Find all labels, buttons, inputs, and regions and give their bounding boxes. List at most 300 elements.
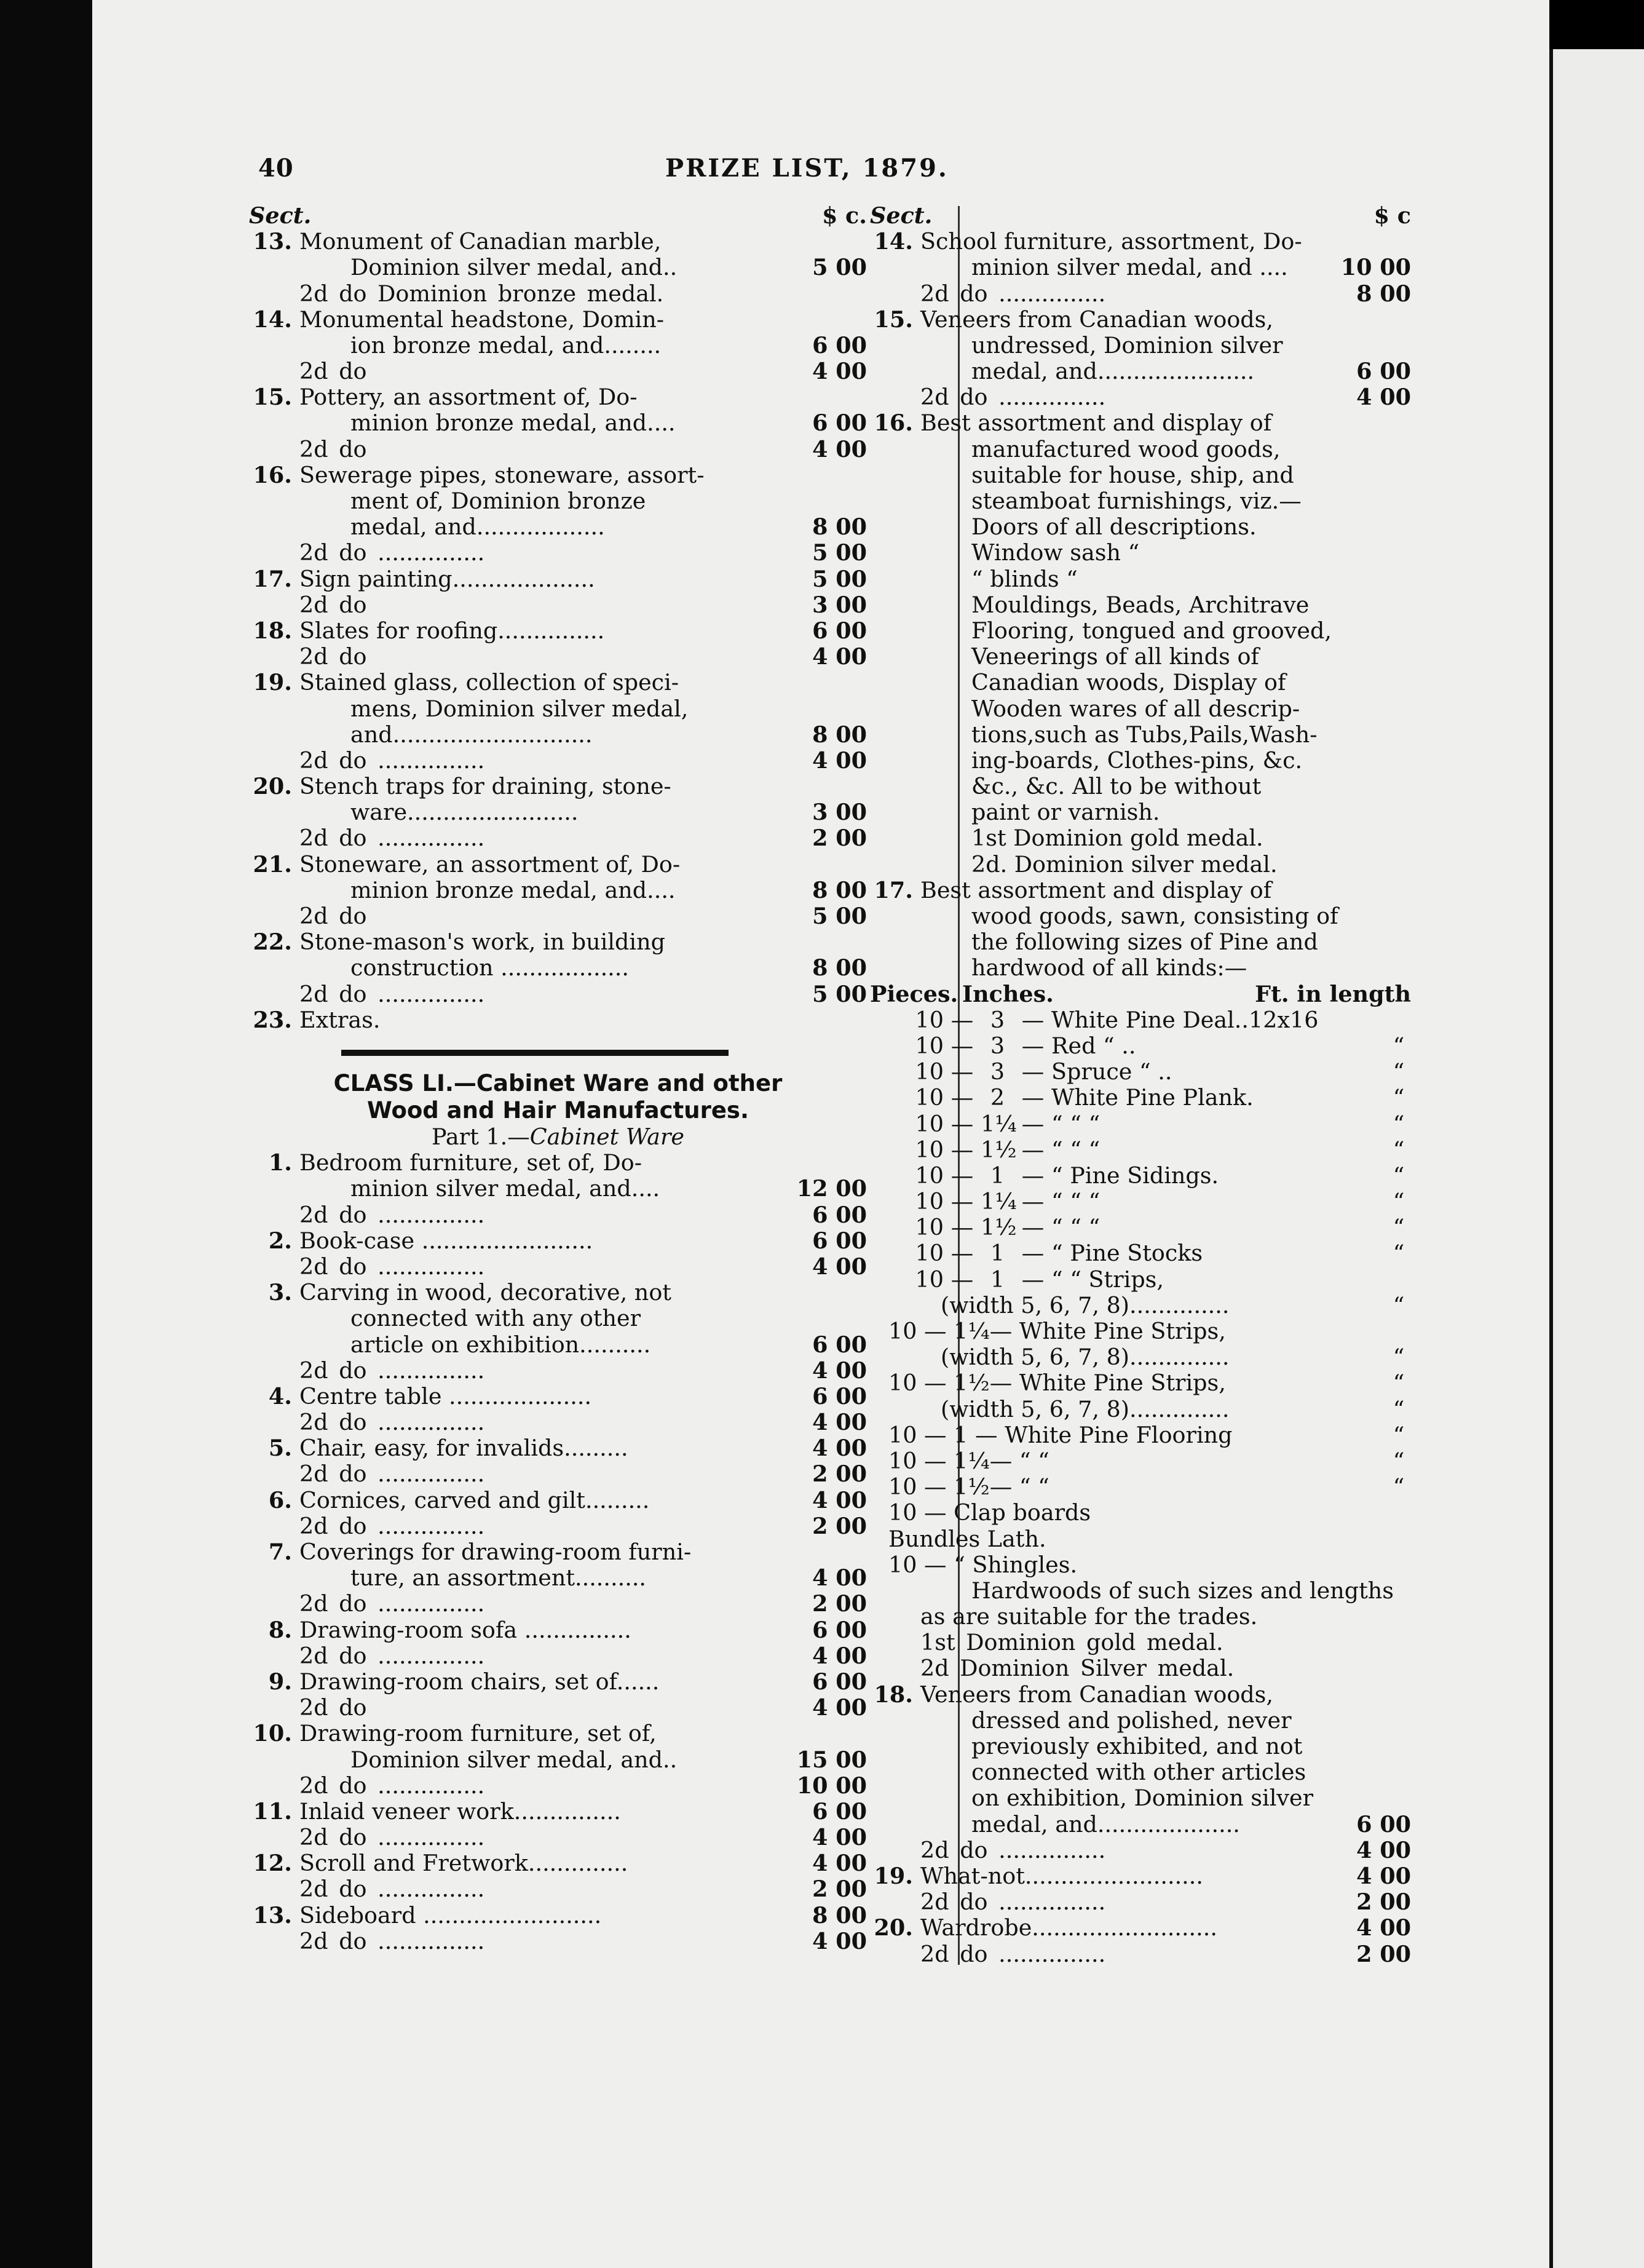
entry-amount: 2 00 bbox=[1356, 1940, 1411, 1967]
entry-row bbox=[249, 644, 867, 670]
entry-row bbox=[249, 852, 867, 878]
entry-amount: 6 00 bbox=[1356, 1810, 1411, 1838]
entry-text: Veneerings of all kinds of bbox=[971, 643, 1259, 670]
entry-row bbox=[249, 1150, 867, 1176]
entry-amount: 4 00 bbox=[812, 1253, 867, 1280]
entry-amount: 2 00 bbox=[812, 825, 867, 852]
entry-list bbox=[870, 229, 1411, 981]
entry-row bbox=[249, 1228, 867, 1254]
entry-amount: 8 00 bbox=[812, 721, 867, 748]
lumber-row bbox=[870, 1318, 1411, 1344]
entry-text: Book-case ........................ bbox=[299, 1227, 593, 1254]
entry-text: Stained glass, collection of speci- bbox=[299, 669, 679, 696]
entry-row bbox=[249, 1176, 867, 1202]
entry-amount: 5 00 bbox=[812, 565, 867, 592]
entry-row bbox=[249, 1903, 867, 1929]
entry-row bbox=[870, 333, 1411, 359]
lumber-row bbox=[870, 1241, 1411, 1267]
entry-row bbox=[870, 878, 1411, 903]
entry-text: Stone-mason's work, in building bbox=[299, 929, 665, 956]
entry-amount: 6 00 bbox=[812, 410, 867, 437]
entry-number: 17. bbox=[253, 565, 292, 592]
entry-number: 19. bbox=[874, 1862, 913, 1889]
entry-text: minion silver medal, and .... bbox=[971, 254, 1288, 281]
entry-text: Scroll and Fretwork.............. bbox=[299, 1850, 628, 1877]
lumber-row bbox=[870, 1111, 1411, 1137]
lumber-text: (width 5, 6, 7, 8).............. bbox=[941, 1344, 1230, 1371]
lumber-pieces: 10 bbox=[915, 1084, 944, 1111]
entry-text: connected with any other bbox=[350, 1305, 641, 1332]
entry-amount: 8 00 bbox=[812, 513, 867, 541]
entry-number: 7. bbox=[268, 1539, 292, 1565]
entry-text: 2d do ............... bbox=[299, 980, 485, 1007]
lumber-row bbox=[870, 1267, 1411, 1293]
entry-text: minion silver medal, and.... bbox=[350, 1175, 660, 1202]
lumber-pieces: 10 bbox=[915, 1006, 944, 1033]
entry-text: Pottery, an assortment of, Do- bbox=[299, 384, 638, 411]
entry-row bbox=[870, 1630, 1411, 1655]
length-label: Ft. in length bbox=[1255, 980, 1411, 1007]
entry-amount: 6 00 bbox=[812, 1668, 867, 1695]
lumber-table-header bbox=[870, 981, 1411, 1007]
entry-row bbox=[870, 514, 1411, 540]
facing-page-edge bbox=[1549, 49, 1644, 2268]
entry-row bbox=[249, 566, 867, 592]
lumber-text: 10 — “ Shingles. bbox=[888, 1551, 1078, 1578]
lumber-inches: 1¼ bbox=[981, 1110, 1017, 1137]
entry-text: 2d do Dominion bronze medal. bbox=[299, 280, 664, 307]
entry-text: 2d do bbox=[299, 435, 367, 462]
entry-text: Best assortment and display of bbox=[920, 410, 1272, 437]
entry-text: the following sizes of Pine and bbox=[971, 929, 1318, 956]
lumber-table bbox=[870, 1007, 1411, 1293]
entry-number: 16. bbox=[253, 461, 292, 488]
entry-text: ing-boards, Clothes-pins, &c. bbox=[971, 747, 1303, 774]
entry-text: medal, and.................... bbox=[971, 1810, 1240, 1838]
entry-text: and............................ bbox=[350, 721, 593, 748]
entry-text: Wardrobe.......................... bbox=[920, 1914, 1217, 1941]
entry-row bbox=[249, 281, 867, 307]
entry-row bbox=[249, 411, 867, 437]
entry-row bbox=[249, 1565, 867, 1591]
entry-text: 2d. Dominion silver medal. bbox=[971, 850, 1278, 878]
entry-row bbox=[249, 1643, 867, 1669]
entry-row bbox=[870, 1708, 1411, 1734]
entry-text: ware........................ bbox=[350, 799, 579, 826]
entry-row bbox=[870, 774, 1411, 799]
entry-row bbox=[870, 929, 1411, 955]
entry-text: 2d do ............... bbox=[299, 1772, 485, 1799]
entry-number: 14. bbox=[874, 228, 913, 255]
entry-amount: 4 00 bbox=[812, 1435, 867, 1462]
entry-amount: 3 00 bbox=[812, 591, 867, 618]
lumber-description: “ “ “ bbox=[1051, 1214, 1101, 1241]
entry-text: 2d do ............... bbox=[920, 280, 1106, 307]
entry-amount: 6 00 bbox=[812, 617, 867, 644]
entry-row bbox=[870, 307, 1411, 333]
ditto-mark: “ bbox=[1393, 1344, 1405, 1371]
entry-text: Stoneware, an assortment of, Do- bbox=[299, 850, 681, 878]
entry-text: dressed and polished, never bbox=[971, 1707, 1292, 1734]
entry-row bbox=[870, 229, 1411, 255]
dash: — bbox=[950, 1058, 974, 1085]
entry-text: wood goods, sawn, consisting of bbox=[971, 903, 1338, 930]
entry-number: 13. bbox=[253, 1901, 292, 1929]
dash: — bbox=[1021, 1188, 1045, 1215]
entry-row bbox=[249, 1825, 867, 1850]
lumber-row bbox=[870, 1085, 1411, 1111]
class-heading-line: Wood and Hair Manufactures. bbox=[366, 1097, 749, 1124]
entry-text: 2d do ............... bbox=[920, 1940, 1106, 1967]
entry-text: on exhibition, Dominion silver bbox=[971, 1785, 1314, 1812]
page-number: 40 bbox=[258, 154, 294, 183]
entry-text: 1st Dominion gold medal. bbox=[971, 825, 1263, 852]
lumber-text: 10 — 1¼— White Pine Strips, bbox=[888, 1318, 1226, 1345]
entry-row bbox=[870, 488, 1411, 514]
entry-amount: 4 00 bbox=[812, 1486, 867, 1513]
entry-row bbox=[249, 255, 867, 280]
entry-text: 2d do ............... bbox=[299, 1409, 485, 1436]
entry-amount: 4 00 bbox=[812, 1564, 867, 1592]
entry-text: &c., &c. All to be without bbox=[971, 773, 1262, 800]
entry-text: Carving in wood, decorative, not bbox=[299, 1279, 671, 1306]
entry-text: 2d do ............... bbox=[299, 1253, 485, 1280]
dash: — bbox=[1021, 1110, 1045, 1137]
entry-text: Flooring, tongued and grooved, bbox=[971, 617, 1332, 644]
entry-row bbox=[870, 1604, 1411, 1630]
ditto-mark: “ bbox=[1393, 1110, 1405, 1137]
entry-row bbox=[870, 1578, 1411, 1604]
entry-row bbox=[870, 644, 1411, 670]
dash: — bbox=[950, 1110, 974, 1137]
entry-row bbox=[249, 1876, 867, 1902]
entry-text: Drawing-room chairs, set of...... bbox=[299, 1668, 660, 1695]
lumber-row bbox=[870, 1007, 1411, 1033]
entry-row bbox=[249, 722, 867, 748]
lumber-description: White Pine Plank. bbox=[1051, 1084, 1254, 1111]
entry-row bbox=[870, 462, 1411, 488]
entry-text: Extras. bbox=[299, 1006, 381, 1033]
entry-text: Sewerage pipes, stoneware, assort- bbox=[299, 461, 705, 488]
dash: — bbox=[1021, 1214, 1045, 1241]
lumber-pieces: 10 bbox=[915, 1136, 944, 1163]
entry-text: 2d Dominion Silver medal. bbox=[920, 1655, 1235, 1682]
entry-amount: 4 00 bbox=[812, 1927, 867, 1954]
entry-row bbox=[870, 903, 1411, 929]
entry-row bbox=[870, 1785, 1411, 1811]
entry-row bbox=[870, 826, 1411, 852]
entry-text: 2d do ............... bbox=[299, 1642, 485, 1669]
entry-text: ion bronze medal, and........ bbox=[350, 331, 662, 359]
entry-text: tions,such as Tubs,Pails,Wash- bbox=[971, 721, 1318, 748]
entry-row bbox=[870, 359, 1411, 384]
class-heading bbox=[249, 1070, 867, 1124]
lumber-row bbox=[870, 1137, 1411, 1163]
entry-row bbox=[870, 540, 1411, 566]
lumber-text: (width 5, 6, 7, 8).............. bbox=[941, 1395, 1230, 1422]
entry-text: School furniture, assortment, Do- bbox=[920, 228, 1302, 255]
entry-text: Slates for roofing............... bbox=[299, 617, 605, 644]
entry-text: Window sash “ bbox=[971, 539, 1140, 566]
lumber-row bbox=[870, 1397, 1411, 1422]
entry-amount: 5 00 bbox=[812, 539, 867, 566]
entry-row bbox=[249, 592, 867, 618]
entry-amount: 8 00 bbox=[1356, 280, 1411, 307]
entry-row bbox=[249, 1410, 867, 1435]
entry-row bbox=[249, 955, 867, 981]
entry-row bbox=[249, 384, 867, 410]
lumber-description: White Pine Deal..12x16 bbox=[1051, 1006, 1319, 1033]
dash: — bbox=[1021, 1136, 1045, 1163]
dash: — bbox=[1021, 1006, 1045, 1033]
entry-row bbox=[249, 514, 867, 540]
dash: — bbox=[1021, 1058, 1045, 1085]
entry-row bbox=[249, 1488, 867, 1513]
entry-row bbox=[249, 1332, 867, 1358]
entry-text: hardwood of all kinds:— bbox=[971, 954, 1247, 981]
inches-label: Inches. bbox=[962, 980, 1054, 1007]
lumber-description: “ “ “ bbox=[1051, 1110, 1101, 1137]
entry-row bbox=[249, 1306, 867, 1331]
entry-number: 10. bbox=[253, 1720, 292, 1747]
ditto-mark: “ bbox=[1393, 1291, 1405, 1318]
entry-amount: 5 00 bbox=[812, 980, 867, 1007]
section-rule bbox=[249, 1048, 867, 1058]
entry-amount: 4 00 bbox=[1356, 1862, 1411, 1889]
entry-text: Monument of Canadian marble, bbox=[299, 228, 662, 255]
lumber-inches: 1 bbox=[990, 1240, 1005, 1267]
entry-number: 16. bbox=[874, 410, 913, 437]
entry-text: 2d do ............... bbox=[299, 1824, 485, 1851]
entry-row bbox=[249, 359, 867, 384]
entry-text: 2d do ............... bbox=[920, 1889, 1106, 1916]
entry-text: 2d do bbox=[299, 358, 367, 385]
entry-row bbox=[249, 1929, 867, 1954]
entry-row bbox=[249, 488, 867, 514]
entry-number: 18. bbox=[874, 1681, 913, 1708]
entry-text: Dominion silver medal, and.. bbox=[350, 1746, 678, 1773]
lumber-row bbox=[870, 1552, 1411, 1578]
entry-amount: 15 00 bbox=[796, 1746, 867, 1773]
entry-amount: 4 00 bbox=[1356, 1914, 1411, 1941]
entry-number: 4. bbox=[268, 1382, 292, 1410]
entry-amount: 4 00 bbox=[812, 1409, 867, 1436]
dash: — bbox=[1021, 1032, 1045, 1059]
entry-row bbox=[249, 1254, 867, 1280]
entry-text: Bedroom furniture, set of, Do- bbox=[299, 1149, 642, 1176]
entry-amount: 4 00 bbox=[812, 747, 867, 774]
entry-row bbox=[870, 255, 1411, 280]
ditto-mark: “ bbox=[1393, 1447, 1405, 1474]
lumber-text: 10 — Clap boards bbox=[888, 1499, 1091, 1526]
entry-row bbox=[249, 333, 867, 359]
dash: — bbox=[950, 1240, 974, 1267]
entry-row bbox=[870, 1759, 1411, 1785]
entry-amount: 2 00 bbox=[1356, 1889, 1411, 1916]
ditto-mark: “ bbox=[1393, 1240, 1405, 1267]
entry-row bbox=[249, 981, 867, 1007]
entry-row bbox=[870, 437, 1411, 462]
entry-row bbox=[249, 696, 867, 722]
entry-text: 2d do ............... bbox=[299, 539, 485, 566]
dash: — bbox=[950, 1136, 974, 1163]
entry-text: connected with other articles bbox=[971, 1759, 1306, 1786]
entry-amount: 4 00 bbox=[812, 1850, 867, 1877]
lumber-row bbox=[870, 1293, 1411, 1318]
dash: — bbox=[950, 1266, 974, 1293]
entry-text: Dominion silver medal, and.. bbox=[350, 254, 678, 281]
entry-text: Centre table .................... bbox=[299, 1382, 592, 1410]
lumber-inches: 1½ bbox=[981, 1136, 1017, 1163]
entry-row bbox=[249, 799, 867, 825]
lumber-pieces: 10 bbox=[915, 1240, 944, 1267]
entry-text: Hardwoods of such sizes and lengths bbox=[971, 1577, 1394, 1604]
lumber-inches: 3 bbox=[990, 1032, 1005, 1059]
entry-row bbox=[249, 1695, 867, 1721]
entry-amount: 5 00 bbox=[812, 254, 867, 281]
entry-text: Cornices, carved and gilt......... bbox=[299, 1486, 650, 1513]
entry-amount: 8 00 bbox=[812, 1901, 867, 1929]
entry-row bbox=[870, 722, 1411, 748]
lumber-inches: 1¼ bbox=[981, 1188, 1017, 1215]
part-heading bbox=[249, 1124, 867, 1150]
entry-text: medal, and...................... bbox=[971, 358, 1255, 385]
entry-text: 2d do bbox=[299, 591, 367, 618]
lumber-description: “ Pine Sidings. bbox=[1051, 1162, 1219, 1189]
entry-number: 1. bbox=[268, 1149, 292, 1176]
entry-row bbox=[870, 1941, 1411, 1967]
entry-row bbox=[249, 618, 867, 644]
entry-amount: 6 00 bbox=[812, 1382, 867, 1410]
entry-row bbox=[249, 462, 867, 488]
entry-amount: 4 00 bbox=[1356, 1836, 1411, 1863]
entry-number: 22. bbox=[253, 929, 292, 956]
entry-text: minion bronze medal, and.... bbox=[350, 876, 676, 903]
dash: — bbox=[950, 1084, 974, 1111]
entry-number: 17. bbox=[874, 876, 913, 903]
entry-amount: 10 00 bbox=[796, 1772, 867, 1799]
column-header bbox=[870, 203, 1411, 229]
sect-label: Sect. bbox=[870, 202, 933, 229]
entry-text: mens, Dominion silver medal, bbox=[350, 695, 689, 722]
entry-text: 2d do ............... bbox=[299, 1201, 485, 1228]
pieces-label: Pieces. bbox=[870, 980, 958, 1007]
entry-row bbox=[870, 384, 1411, 410]
lumber-text: 10 — 1½— “ “ bbox=[888, 1473, 1049, 1501]
entry-amount: 10 00 bbox=[1340, 254, 1411, 281]
ditto-mark: “ bbox=[1393, 1084, 1405, 1111]
entry-number: 12. bbox=[253, 1850, 292, 1877]
entry-row bbox=[870, 1889, 1411, 1915]
entry-amount: 8 00 bbox=[812, 954, 867, 981]
entry-text: 2d do ............... bbox=[299, 1876, 485, 1903]
entry-row bbox=[870, 1656, 1411, 1682]
entry-row bbox=[249, 1617, 867, 1643]
dash: — bbox=[1021, 1240, 1045, 1267]
entry-amount: 4 00 bbox=[812, 435, 867, 462]
entry-number: 15. bbox=[253, 384, 292, 411]
lumber-inches: 3 bbox=[990, 1058, 1005, 1085]
class-heading-line: CLASS LI.—Cabinet Ware and other bbox=[333, 1070, 783, 1096]
lumber-row bbox=[870, 1526, 1411, 1552]
entry-text: paint or varnish. bbox=[971, 799, 1160, 826]
entry-row bbox=[870, 1838, 1411, 1863]
entry-row bbox=[870, 1863, 1411, 1889]
lumber-inches: 1 bbox=[990, 1266, 1005, 1293]
entry-amount: 4 00 bbox=[812, 358, 867, 385]
lumber-description: “ Pine Stocks bbox=[1051, 1240, 1203, 1267]
entry-amount: 2 00 bbox=[812, 1876, 867, 1903]
entry-row bbox=[870, 748, 1411, 774]
entry-number: 20. bbox=[253, 773, 292, 800]
scan-left-edge bbox=[0, 0, 92, 2268]
entry-row bbox=[249, 1358, 867, 1384]
entry-text: 2d do ............... bbox=[920, 384, 1106, 411]
entry-row bbox=[249, 1202, 867, 1228]
entry-amount: 4 00 bbox=[812, 643, 867, 670]
column-header bbox=[249, 203, 867, 229]
ditto-mark: “ bbox=[1393, 1058, 1405, 1085]
entry-text: Inlaid veneer work............... bbox=[299, 1798, 621, 1825]
dash: — bbox=[950, 1006, 974, 1033]
entry-number: 13. bbox=[253, 228, 292, 255]
entry-row bbox=[249, 1721, 867, 1747]
entry-row bbox=[249, 307, 867, 333]
entry-text: minion bronze medal, and.... bbox=[350, 410, 676, 437]
lumber-pieces: 10 bbox=[915, 1110, 944, 1137]
entry-text: 2d do ............... bbox=[299, 747, 485, 774]
entry-row bbox=[249, 1435, 867, 1461]
entry-text: Veneers from Canadian woods, bbox=[920, 306, 1274, 333]
entry-row bbox=[249, 903, 867, 929]
entry-amount: 12 00 bbox=[796, 1175, 867, 1202]
entry-text: steamboat furnishings, viz.— bbox=[971, 488, 1302, 515]
entry-amount: 6 00 bbox=[812, 1798, 867, 1825]
lumber-description: “ “ “ bbox=[1051, 1188, 1101, 1215]
entry-list bbox=[249, 229, 867, 1033]
entry-row bbox=[249, 1773, 867, 1799]
dash: — bbox=[950, 1162, 974, 1189]
entry-row bbox=[870, 566, 1411, 592]
entry-number: 8. bbox=[268, 1616, 292, 1643]
entry-text: as are suitable for the trades. bbox=[920, 1603, 1258, 1630]
dash: — bbox=[1021, 1266, 1045, 1293]
entry-text: Sideboard ......................... bbox=[299, 1901, 602, 1929]
entry-row bbox=[249, 1799, 867, 1825]
entry-text: 2d do ............... bbox=[920, 1836, 1106, 1863]
entry-row bbox=[870, 1682, 1411, 1708]
lumber-row bbox=[870, 1474, 1411, 1500]
lumber-row bbox=[870, 1370, 1411, 1396]
entry-row bbox=[249, 1591, 867, 1617]
lumber-text: 10 — 1¼— “ “ bbox=[888, 1447, 1049, 1474]
entry-number: 23. bbox=[253, 1006, 292, 1033]
entry-text: ture, an assortment.......... bbox=[350, 1564, 647, 1592]
part-heading-prefix: Part 1.— bbox=[432, 1124, 530, 1150]
entry-row bbox=[249, 1747, 867, 1773]
entry-amount: 5 00 bbox=[812, 903, 867, 930]
lumber-description: Red “ .. bbox=[1051, 1032, 1136, 1059]
entry-text: 2d do ............... bbox=[299, 825, 485, 852]
entry-row bbox=[249, 1384, 867, 1410]
entry-row bbox=[870, 799, 1411, 825]
entry-text: 2d do ............... bbox=[299, 1927, 485, 1954]
entry-text: 2d do bbox=[299, 903, 367, 930]
entry-amount: 6 00 bbox=[812, 1616, 867, 1643]
entry-row bbox=[249, 1007, 867, 1033]
dash: — bbox=[950, 1214, 974, 1241]
lumber-pieces: 10 bbox=[915, 1162, 944, 1189]
